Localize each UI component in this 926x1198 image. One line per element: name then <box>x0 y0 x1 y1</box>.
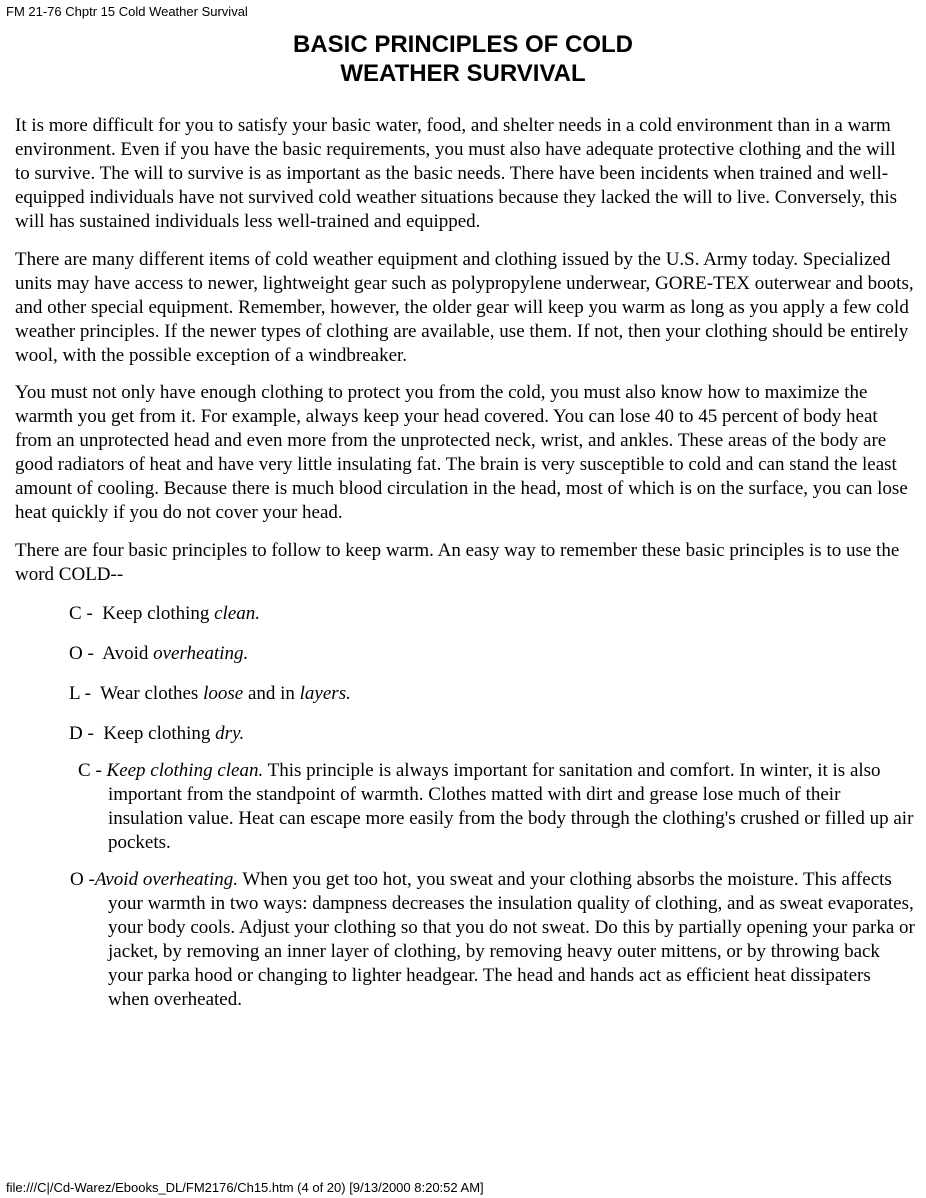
explanation-clean <box>15 759 915 855</box>
list-text-tail: and in <box>243 682 300 704</box>
list-item <box>69 682 915 706</box>
list-letter: O <box>69 642 83 664</box>
source-footer: file:///C|/Cd-Warez/Ebooks_DL/FM2176/Ch15.htm (4 of 20) [9/13/2000 8:20:52 AM] <box>6 1180 484 1195</box>
page-title <box>0 30 926 88</box>
explanation-heading: Keep clothing clean. <box>106 759 264 781</box>
page-title-line-1: BASIC PRINCIPLES OF COLD <box>292 31 634 58</box>
list-emphasis: overheating. <box>153 642 249 664</box>
list-item <box>69 722 915 746</box>
list-text: Avoid <box>102 642 154 664</box>
list-letter: D <box>69 722 83 744</box>
list-separator: - <box>82 722 104 744</box>
list-letter: L <box>69 682 80 704</box>
list-item <box>69 642 915 666</box>
explanation-text: This principle is always important for sanitation and comfort. In winter, it is also important from the standpoint of warmth. Clothes matted with dirt and grease lose much of their insulation value. Heat can escape more easily from the body through the clothing's crushed or filled up air pockets. <box>108 759 914 853</box>
list-text: Wear clothes <box>100 682 204 704</box>
paragraph-head-covered: You must not only have enough clothing to protect you from the cold, you must also know how to maximize the warmth you get from it. For example, always keep your head covered. You can lose 40 to 45 percent of body heat from an unprotected head and even more from the unprotected neck, wrist, and ankles. These areas of the body are good radiators of heat and have very little insulating fat. The brain is very susceptible to cold and can stand the least amount of cooling. Because there is much blood circulation in the head, most of which is on the surface, you can lose heat quickly if you do not cover your head. <box>15 382 908 523</box>
explanation-separator: - <box>90 759 107 781</box>
list-separator: - <box>82 642 103 664</box>
paragraph-will-to-survive: It is more difficult for you to satisfy your basic water, food, and shelter needs in a cold environment than in a warm environment. Even if you have the basic requirements, you must also have adequate protective clothing and the will to survive. The will to survive is as important as the basic needs. There have been incidents when trained and well-equipped individuals have not survived cold weather situations because they lacked the will to live. Conversely, this will has sustained individuals less well-trained and equipped. <box>15 115 898 232</box>
list-emphasis-2: layers. <box>299 682 351 704</box>
document-body <box>15 114 915 1026</box>
list-emphasis: clean. <box>214 602 261 624</box>
list-separator: - <box>81 602 103 624</box>
explanation-text: When you get too hot, you sweat and your clothing absorbs the moisture. This affects your warmth in two ways: dampness decreases the insulation quality of clothing, and as sweat evaporates, your body cools. Adjust your clothing so that you do not sweat. Do this by partially opening your parka or jacket, by removing an inner layer of clothing, by removing heavy outer mittens, or by throwing back your parka hood or changing to lighter headgear. The head and hands act as efficient heat dissipaters when overheated. <box>108 869 915 1010</box>
explanation-letter: C <box>78 759 91 781</box>
cold-acronym-list <box>15 602 915 746</box>
list-item <box>69 602 915 626</box>
paragraph-four-principles: There are four basic principles to follow to keep warm. An easy way to remember these basic principles is to use the word COLD-- <box>15 539 900 585</box>
page-title-line-2: WEATHER SURVIVAL <box>340 60 586 87</box>
list-letter: C <box>69 602 82 624</box>
list-separator: - <box>79 682 101 704</box>
list-text: Keep clothing <box>103 722 216 744</box>
explanation-letter: O <box>70 869 84 890</box>
list-emphasis: loose <box>203 682 244 704</box>
paragraph-equipment: There are many different items of cold weather equipment and clothing issued by the U.S. Army today. Specialized units may have access to newer, lightweight gear such as polypropylene underwear, GORE-TEX outerwear and boots, and other special equipment. Remember, however, the older gear will keep you warm as long as you apply a few cold weather principles. If the newer types of clothing are available, use them. If not, then your clothing should be entirely wool, with the possible exception of a windbreaker. <box>15 248 914 366</box>
list-text: Keep clothing <box>102 602 215 624</box>
explanation-heading: Avoid overheating. <box>94 869 238 890</box>
running-header: FM 21-76 Chptr 15 Cold Weather Survival <box>6 4 248 19</box>
explanation-separator: - <box>83 869 95 890</box>
list-emphasis: dry. <box>215 722 245 744</box>
explanation-overheating <box>15 868 915 1012</box>
